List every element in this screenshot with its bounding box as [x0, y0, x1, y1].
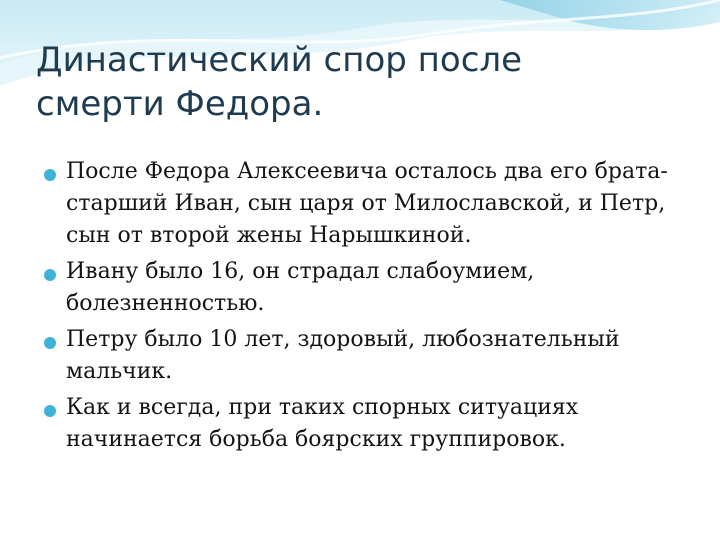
bullet-item: [44, 256, 704, 320]
bullet-line: Петру было 10 лет, здоровый, любознательный: [66, 327, 620, 352]
bullet-text: [66, 324, 704, 388]
bullet-item: [44, 392, 704, 456]
bullet-line: мальчик.: [66, 359, 173, 384]
bullet-line: После Федора Алексеевича осталось два его брата-: [66, 159, 668, 184]
bullet-line: начинается борьба боярских группировок.: [66, 427, 566, 452]
bullet-dot-icon: [44, 169, 56, 181]
bullet-item: [44, 324, 704, 388]
bullet-text: [66, 392, 704, 456]
slide-title: [36, 38, 676, 126]
bullet-text: [66, 156, 704, 252]
bullet-line: Как и всегда, при таких спорных ситуациях: [66, 395, 579, 420]
bullet-item: [44, 156, 704, 252]
bullet-dot-icon: [44, 405, 56, 417]
slide-title-line: смерти Федора.: [36, 84, 324, 124]
bullet-line: старший Иван, сын царя от Милославской, и Петр,: [66, 191, 666, 216]
bullet-text: [66, 256, 704, 320]
bullet-dot-icon: [44, 269, 56, 281]
bullet-dot-icon: [44, 337, 56, 349]
bullet-line: Ивану было 16, он страдал слабоумием,: [66, 259, 535, 284]
bullet-line: сын от второй жены Нарышкиной.: [66, 223, 472, 248]
bullet-line: болезненностью.: [66, 291, 265, 316]
bullet-list: [44, 156, 704, 460]
slide-title-line: Династический спор после: [36, 40, 523, 80]
